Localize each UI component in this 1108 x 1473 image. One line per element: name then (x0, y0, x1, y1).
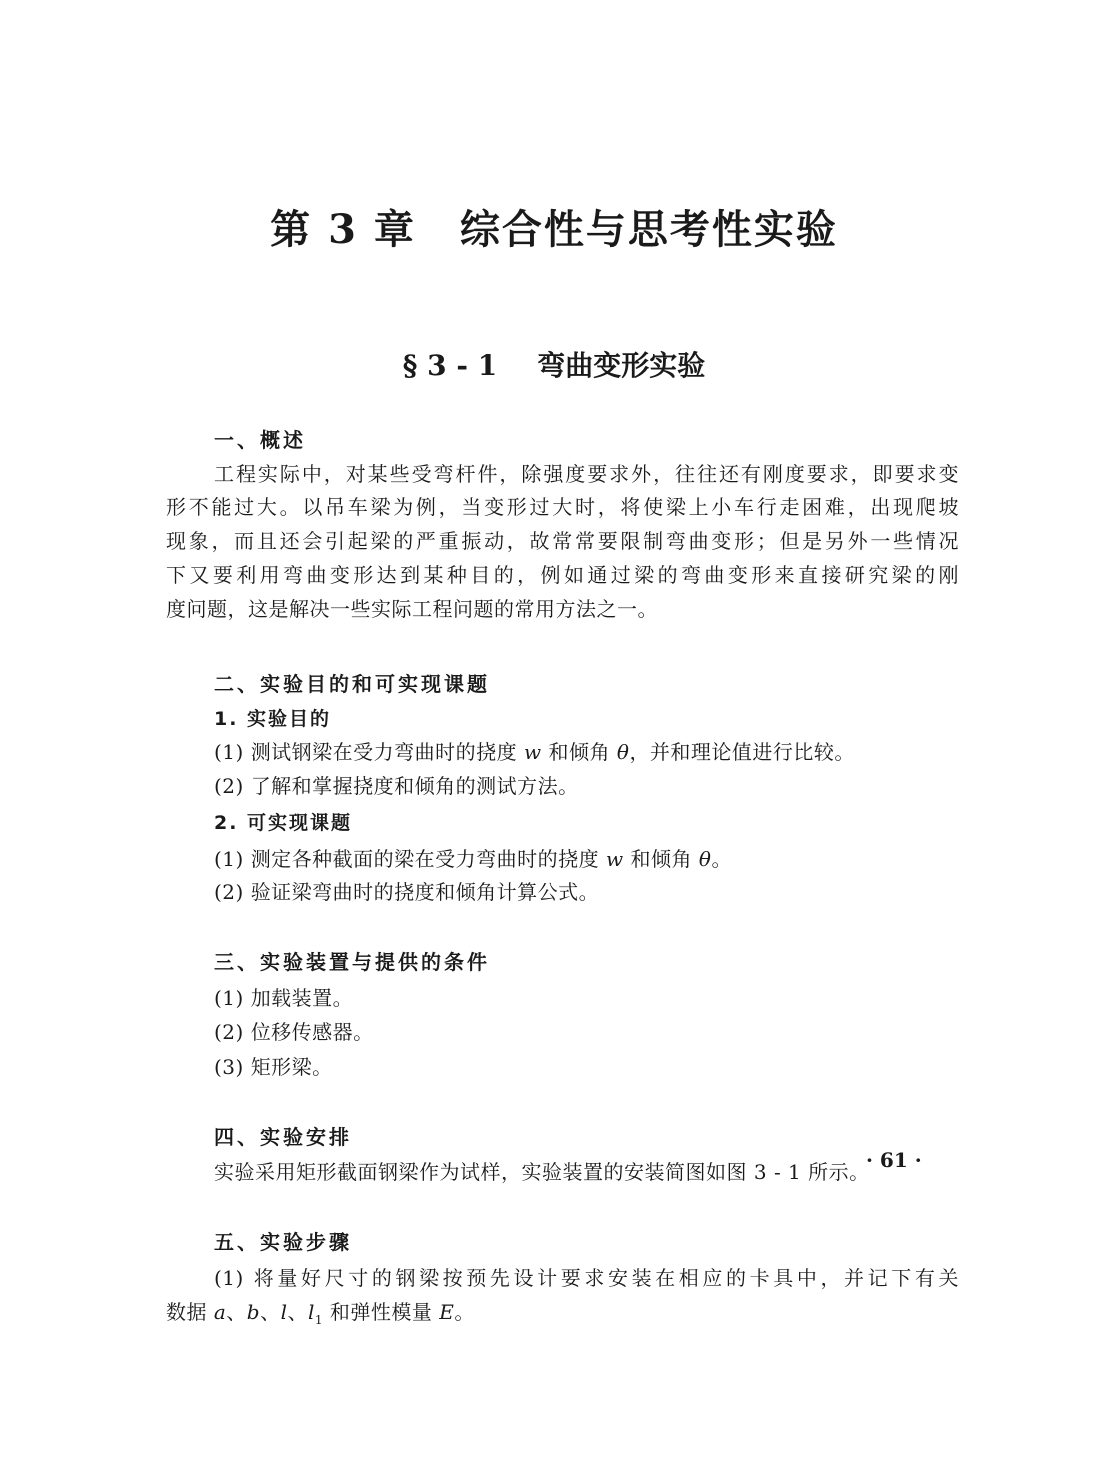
topic-item-1 (214, 843, 732, 872)
symbol-modulus: E (439, 1300, 455, 1324)
heading-procedure: 五、实验步骤 (214, 1230, 352, 1254)
arrangement-text: 实验采用矩形截面钢梁作为试样，实验装置的安装简图如图 3 - 1 所示。 (214, 1160, 870, 1184)
separator: 、 (287, 1300, 309, 1324)
symbol-angle: θ (616, 740, 630, 764)
symbol-l: l (280, 1300, 288, 1324)
objective-item-1 (214, 736, 855, 765)
procedure-line-1 (214, 1262, 959, 1291)
symbol-l1-subscript: 1 (314, 1313, 324, 1327)
objective-item-1-b: 和倾角 (541, 740, 617, 764)
apparatus-item-1: (1) 加载装置。 (214, 986, 354, 1010)
procedure-line-2 (166, 1296, 475, 1327)
topic-item-1-b: 和倾角 (623, 847, 699, 871)
subheading-objectives: 1. 实验目的 (214, 708, 332, 730)
procedure-line-2-b: 和弹性模量 (323, 1300, 440, 1324)
heading-apparatus: 三、实验装置与提供的条件 (214, 950, 490, 974)
overview-line-3 (166, 525, 959, 554)
symbol-angle: θ (698, 847, 712, 871)
overview-line-2-text: 形不能过大。以吊车梁为例，当变形过大时，将使梁上小车行走困难，出现爬坡 (166, 495, 959, 519)
overview-line-3-text: 现象，而且还会引起梁的严重振动，故常常要限制弯曲变形；但是另外一些情况 (166, 529, 959, 553)
symbol-l1: l (308, 1300, 315, 1324)
overview-line-2 (166, 491, 959, 520)
chapter-title (0, 198, 1108, 255)
apparatus-item-2: (2) 位移传感器。 (214, 1020, 374, 1044)
topic-item-1-c: 。 (711, 847, 732, 871)
procedure-line-2-a: 数据 (166, 1300, 214, 1324)
symbol-deflection: w (606, 847, 624, 871)
chapter-name: 综合性与思考性实验 (459, 206, 838, 253)
overview-line-5: 度问题，这是解决一些实际工程问题的常用方法之一。 (166, 597, 658, 621)
heading-overview: 一、概述 (214, 428, 306, 452)
section-number: § 3 - 1 (402, 349, 498, 382)
overview-line-1 (214, 458, 959, 487)
section-name: 弯曲变形实验 (537, 349, 706, 382)
objective-item-2: (2) 了解和掌握挠度和倾角的测试方法。 (214, 774, 579, 798)
topic-item-2: (2) 验证梁弯曲时的挠度和倾角计算公式。 (214, 880, 600, 904)
heading-arrangement: 四、实验安排 (214, 1125, 352, 1149)
symbol-deflection: w (524, 740, 542, 764)
objective-item-1-c: ，并和理论值进行比较。 (629, 740, 855, 764)
procedure-line-1-text: (1) 将量好尺寸的钢梁按预先设计要求安装在相应的卡具中，并记下有关 (214, 1266, 959, 1290)
page-number: · 61 · (866, 1148, 922, 1172)
objective-item-1-a: (1) 测试钢梁在受力弯曲时的挠度 (214, 740, 525, 764)
overview-line-4 (166, 559, 959, 588)
heading-objectives: 二、实验目的和可实现课题 (214, 672, 490, 696)
procedure-line-2-c: 。 (454, 1300, 475, 1324)
section-title (0, 344, 1108, 384)
separator: 、 (226, 1300, 247, 1324)
overview-line-4-text: 下又要利用弯曲变形达到某种目的，例如通过梁的弯曲变形来直接研究梁的刚 (166, 563, 959, 587)
chapter-number: 第 3 章 (270, 206, 416, 253)
separator: 、 (260, 1300, 281, 1324)
overview-line-1-text: 工程实际中，对某些受弯杆件，除强度要求外，往往还有刚度要求，即要求变 (214, 462, 959, 486)
symbol-b: b (246, 1300, 261, 1324)
apparatus-item-3: (3) 矩形梁。 (214, 1055, 333, 1079)
topic-item-1-a: (1) 测定各种截面的梁在受力弯曲时的挠度 (214, 847, 607, 871)
symbol-a: a (213, 1300, 227, 1324)
subheading-topics: 2. 可实现课题 (214, 812, 353, 834)
